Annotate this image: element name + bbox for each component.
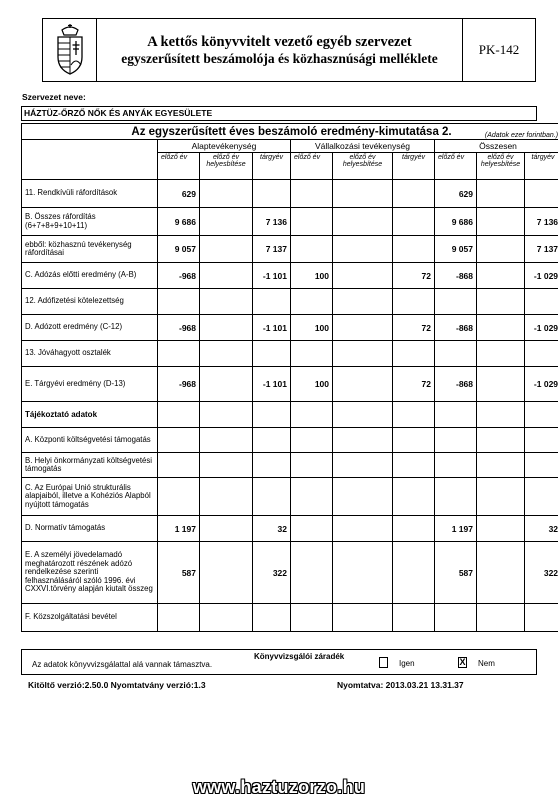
value-cell	[200, 428, 253, 453]
row-label: C. Adózás előtti eredmény (A-B)	[22, 263, 158, 289]
audit-clause-box	[21, 649, 537, 675]
value-cell	[435, 289, 477, 315]
value-cell	[200, 180, 253, 208]
subheader-prev-year-correction: előző év helyesbítése	[477, 153, 525, 180]
value-cell: -868	[435, 315, 477, 341]
value-cell	[435, 478, 477, 516]
table-row	[22, 428, 558, 453]
table-row	[22, 453, 558, 478]
value-cell: 7 136	[525, 208, 558, 236]
audit-note: Az adatok könyvvizsgálattal alá vannak támasztva.	[32, 660, 213, 669]
value-cell	[477, 341, 525, 367]
value-cell	[525, 180, 558, 208]
organization-name: HÁZTÜZ-ŐRZŐ NŐK ÉS ANYÁK EGYESÜLETE	[21, 106, 537, 121]
value-cell	[435, 402, 477, 428]
value-cell	[200, 453, 253, 478]
value-cell: 9 686	[435, 208, 477, 236]
row-label: 12. Adófizetési kötelezettség	[22, 289, 158, 315]
value-cell	[291, 236, 333, 263]
value-cell	[477, 428, 525, 453]
value-cell	[291, 478, 333, 516]
audit-no-label: Nem	[478, 659, 495, 668]
value-cell	[291, 542, 333, 604]
value-cell	[291, 208, 333, 236]
report-title-cell	[22, 124, 558, 140]
crest	[43, 19, 97, 81]
value-cell	[253, 341, 291, 367]
value-cell	[158, 402, 200, 428]
value-cell	[253, 402, 291, 428]
value-cell	[200, 402, 253, 428]
form-title	[97, 19, 463, 81]
value-cell	[291, 604, 333, 632]
value-cell: -968	[158, 263, 200, 289]
subheader-current-year: tárgyév	[525, 153, 558, 180]
value-cell	[200, 236, 253, 263]
row-label: B. Helyi önkormányzati költségvetési támogatás	[22, 453, 158, 478]
value-cell	[291, 180, 333, 208]
value-cell: -1 029	[525, 263, 558, 289]
value-cell	[333, 402, 393, 428]
value-cell: 100	[291, 263, 333, 289]
value-cell: 1 197	[158, 516, 200, 542]
value-cell	[253, 428, 291, 453]
group-header-total: Összesen	[435, 140, 558, 153]
value-cell	[435, 341, 477, 367]
value-cell	[477, 180, 525, 208]
value-cell: 7 136	[253, 208, 291, 236]
group-header-business: Vállalkozási tevékenység	[291, 140, 435, 153]
audit-no-checkbox[interactable]: X	[459, 657, 466, 667]
value-cell	[200, 341, 253, 367]
value-cell: 7 137	[253, 236, 291, 263]
value-cell	[477, 236, 525, 263]
value-cell	[200, 289, 253, 315]
value-cell	[477, 604, 525, 632]
value-cell: 72	[393, 263, 435, 289]
value-cell	[158, 289, 200, 315]
value-cell	[253, 453, 291, 478]
value-cell	[158, 604, 200, 632]
row-label: F. Közszolgáltatási bevétel	[22, 604, 158, 632]
value-cell	[477, 516, 525, 542]
value-cell	[158, 341, 200, 367]
value-cell: -868	[435, 367, 477, 402]
value-cell	[525, 289, 558, 315]
title-line-2: egyszerűsített beszámolója és közhasznúsági melléklete	[121, 50, 438, 66]
value-cell: 32	[253, 516, 291, 542]
value-cell	[253, 604, 291, 632]
table-row	[22, 341, 558, 367]
organization-label: Szervezet neve:	[22, 92, 86, 102]
value-cell	[393, 208, 435, 236]
value-cell	[200, 263, 253, 289]
subheader-prev-year-correction: előző év helyesbítése	[200, 153, 253, 180]
value-cell	[291, 453, 333, 478]
table-row	[22, 542, 558, 604]
subheader-prev-year: előző év	[158, 153, 200, 180]
value-cell	[393, 236, 435, 263]
title-line-1: A kettős könyvvitelt vezető egyéb szervezet	[147, 33, 412, 50]
value-cell	[393, 180, 435, 208]
row-label: D. Normatív támogatás	[22, 516, 158, 542]
table-row	[22, 604, 558, 632]
table-row	[22, 402, 558, 428]
value-cell	[333, 180, 393, 208]
value-cell	[525, 478, 558, 516]
audit-title: Könyvvizsgálói záradék	[254, 652, 345, 661]
value-cell	[477, 263, 525, 289]
subheader-current-year: tárgyév	[393, 153, 435, 180]
value-cell	[158, 453, 200, 478]
audit-yes-checkbox[interactable]	[379, 657, 388, 668]
value-cell	[333, 289, 393, 315]
value-cell: 322	[525, 542, 558, 604]
value-cell: 100	[291, 315, 333, 341]
subheader-prev-year: előző év	[291, 153, 333, 180]
value-cell	[333, 236, 393, 263]
value-cell	[291, 402, 333, 428]
row-label: 11. Rendkívüli ráfordítások	[22, 180, 158, 208]
value-cell	[333, 478, 393, 516]
row-label: 13. Jóváhagyott osztalék	[22, 341, 158, 367]
unit-note: (Adatok ezer forintban.)	[484, 132, 558, 139]
value-cell	[477, 542, 525, 604]
value-cell	[477, 402, 525, 428]
table-row	[22, 478, 558, 516]
value-cell	[200, 604, 253, 632]
value-cell	[525, 428, 558, 453]
value-cell	[393, 604, 435, 632]
value-cell	[525, 604, 558, 632]
value-cell	[393, 516, 435, 542]
value-cell: 100	[291, 367, 333, 402]
row-label: B. Összes ráfordítás (6+7+8+9+10+11)	[22, 208, 158, 236]
value-cell	[525, 453, 558, 478]
value-cell	[291, 289, 333, 315]
value-cell: 7 137	[525, 236, 558, 263]
value-cell	[393, 428, 435, 453]
value-cell	[200, 208, 253, 236]
form-header	[42, 18, 536, 82]
value-cell	[477, 315, 525, 341]
value-cell: 9 057	[158, 236, 200, 263]
value-cell	[393, 289, 435, 315]
row-label: D. Adózott eredmény (C-12)	[22, 315, 158, 341]
value-cell: 587	[435, 542, 477, 604]
value-cell	[253, 180, 291, 208]
value-cell	[333, 367, 393, 402]
value-cell: 9 057	[435, 236, 477, 263]
row-label: A. Központi költségvetési támogatás	[22, 428, 158, 453]
value-cell	[333, 516, 393, 542]
value-cell: -1 101	[253, 367, 291, 402]
value-cell	[435, 453, 477, 478]
value-cell	[200, 478, 253, 516]
value-cell	[291, 341, 333, 367]
value-cell: 72	[393, 315, 435, 341]
value-cell	[253, 478, 291, 516]
value-cell: 9 686	[158, 208, 200, 236]
table-row	[22, 516, 558, 542]
form-code: PK-142	[478, 42, 520, 57]
value-cell	[435, 604, 477, 632]
value-cell	[200, 542, 253, 604]
row-label: C. Az Európai Unió strukturális alapjaiból, illetve a Kohéziós Alapból nyújtott támogatás	[22, 478, 158, 516]
value-cell: 629	[435, 180, 477, 208]
table-row	[22, 208, 558, 236]
version-info: Kitöltő verzió:2.50.0 Nyomtatvány verzió:1.3	[28, 680, 206, 690]
table-row	[22, 180, 558, 208]
value-cell	[477, 289, 525, 315]
info-heading: Tájékoztató adatok	[22, 402, 158, 428]
value-cell	[158, 478, 200, 516]
value-cell: -1 101	[253, 315, 291, 341]
table-row	[22, 315, 558, 341]
audit-yes-label: Igen	[399, 659, 415, 668]
value-cell	[525, 341, 558, 367]
value-cell	[393, 453, 435, 478]
print-timestamp: Nyomtatva: 2013.03.21 13.31.37	[337, 680, 464, 690]
subheader-current-year: tárgyév	[253, 153, 291, 180]
subheader-prev-year: előző év	[435, 153, 477, 180]
value-cell: -1 029	[525, 315, 558, 341]
value-cell	[477, 208, 525, 236]
value-cell: 72	[393, 367, 435, 402]
table-row	[22, 367, 558, 402]
value-cell: -868	[435, 263, 477, 289]
value-cell	[333, 208, 393, 236]
table-row	[22, 236, 558, 263]
value-cell	[477, 478, 525, 516]
value-cell	[333, 542, 393, 604]
value-cell: 32	[525, 516, 558, 542]
value-cell: -1 029	[525, 367, 558, 402]
value-cell	[393, 542, 435, 604]
table-row	[22, 289, 558, 315]
value-cell	[333, 428, 393, 453]
value-cell	[200, 315, 253, 341]
value-cell	[253, 289, 291, 315]
value-cell: -968	[158, 315, 200, 341]
row-label: E. A személyi jövedelamadó meghatározott részének adózó rendelkezése szerinti felhasználásáról szóló 1996. évi CXXVI.törvény alapján kiutalt összeg	[22, 542, 158, 604]
value-cell: 587	[158, 542, 200, 604]
hungarian-coat-of-arms-icon	[50, 23, 90, 77]
value-cell	[393, 402, 435, 428]
table-row	[22, 263, 558, 289]
subheader-prev-year-correction: előző év helyesbítése	[333, 153, 393, 180]
value-cell	[333, 341, 393, 367]
row-label: E. Tárgyévi eredmény (D-13)	[22, 367, 158, 402]
value-cell	[333, 604, 393, 632]
income-statement-table	[21, 123, 558, 632]
group-header-core: Alaptevékenység	[158, 140, 291, 153]
header-blank-cell	[22, 140, 158, 180]
value-cell	[200, 516, 253, 542]
value-cell	[477, 367, 525, 402]
value-cell	[435, 428, 477, 453]
value-cell	[333, 263, 393, 289]
value-cell	[333, 315, 393, 341]
value-cell	[333, 453, 393, 478]
value-cell	[291, 516, 333, 542]
value-cell	[200, 367, 253, 402]
website-watermark: www.haztuzorzo.hu	[192, 777, 366, 797]
value-cell	[393, 341, 435, 367]
value-cell: 1 197	[435, 516, 477, 542]
value-cell	[477, 453, 525, 478]
value-cell	[158, 428, 200, 453]
value-cell	[525, 402, 558, 428]
value-cell: -1 101	[253, 263, 291, 289]
value-cell: -968	[158, 367, 200, 402]
row-label: ebből: közhasznú tevékenység ráfordításai	[22, 236, 158, 263]
value-cell: 322	[253, 542, 291, 604]
value-cell	[393, 478, 435, 516]
value-cell: 629	[158, 180, 200, 208]
report-title: Az egyszerűsített éves beszámoló eredmény-kimutatása 2.	[131, 125, 452, 138]
value-cell	[291, 428, 333, 453]
